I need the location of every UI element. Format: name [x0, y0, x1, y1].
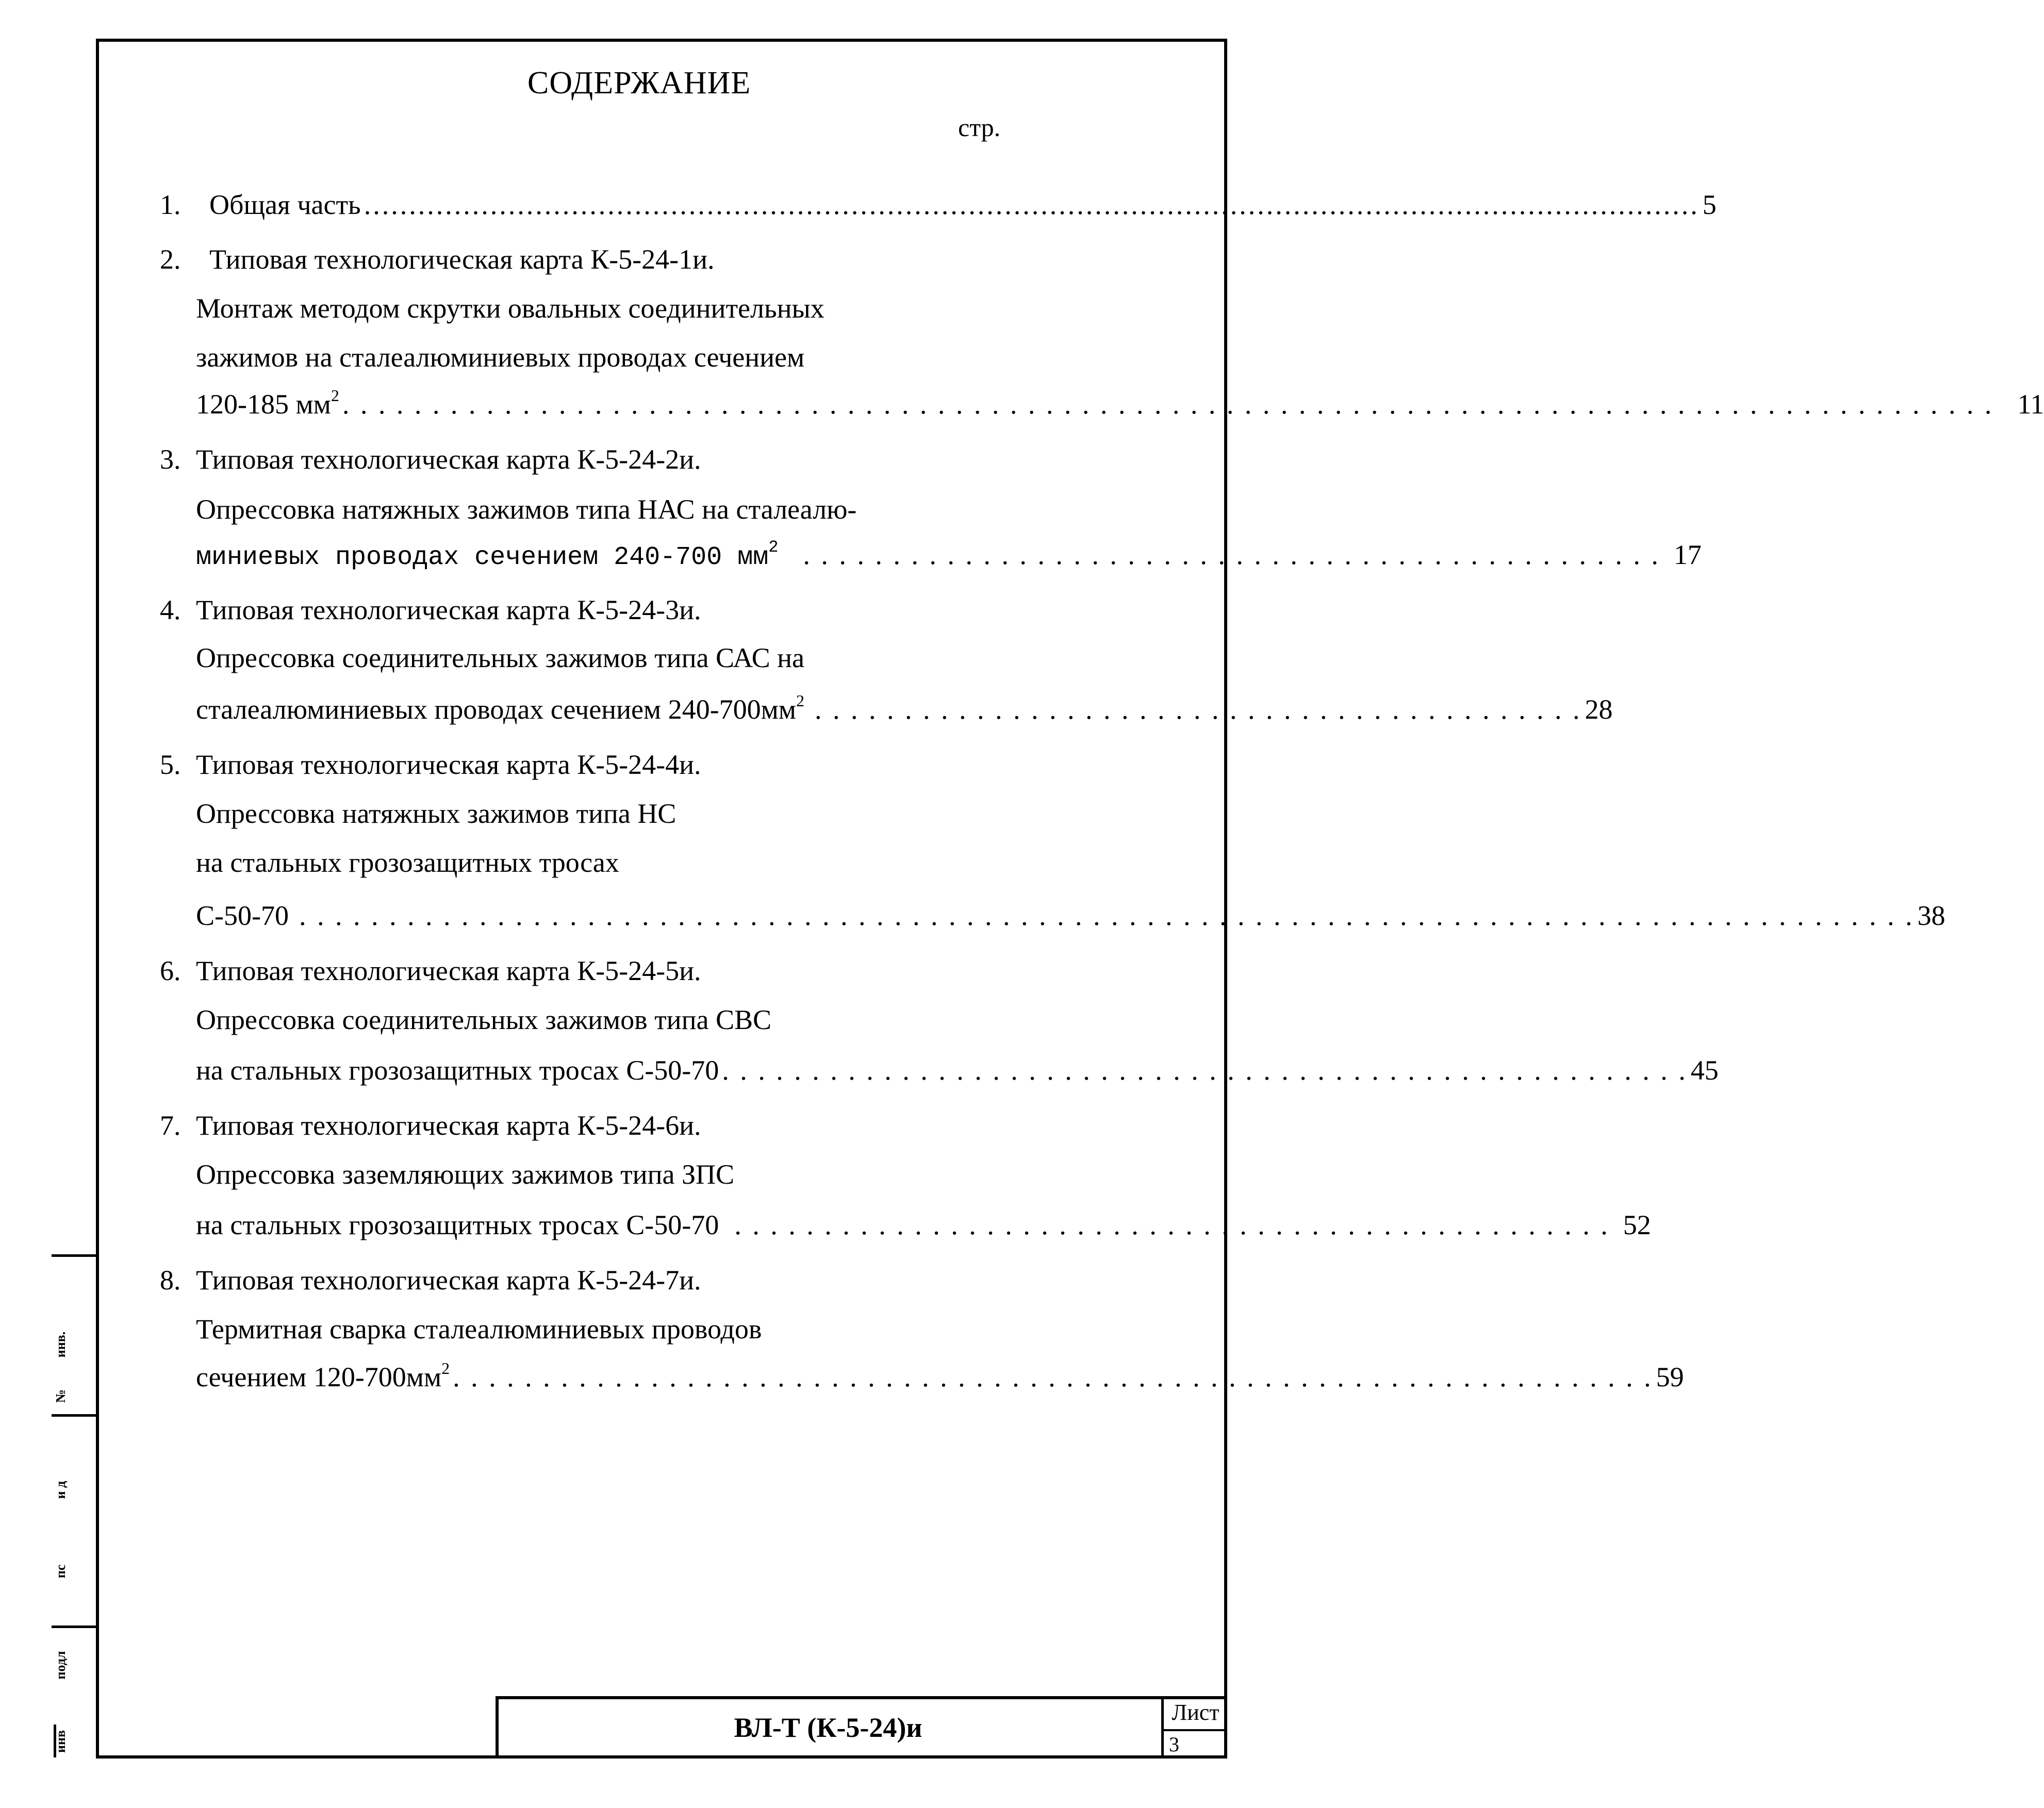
toc-item[interactable]	[196, 1359, 1684, 1395]
margin-label: подл	[53, 1651, 68, 1680]
toc-line: Термитная сварка сталеалюминиевых проводов	[196, 1314, 762, 1345]
superscript: 2	[331, 386, 339, 405]
margin-divider	[52, 1625, 99, 1628]
toc-number: 3.	[160, 444, 181, 475]
toc-item[interactable]	[196, 1052, 1719, 1088]
toc-number: 5.	[160, 749, 181, 780]
toc-line: Опрессовка заземляющих зажимов типа ЗПС	[196, 1159, 735, 1190]
toc-page: 11	[2017, 389, 2044, 420]
toc-line: Опрессовка натяжных зажимов типа НС	[196, 798, 677, 829]
toc-line: миниевых проводах сечением 240-700 мм	[196, 543, 769, 572]
toc-line[interactable]: Типовая технологическая карта К-5-24-3и.	[196, 594, 701, 625]
toc-number: 1.	[160, 189, 181, 220]
leader-dots: . . . . . . . . . . . . . . . . . . . . . . . . . . . . . . . . . . . . . . . . . . . . . . . .	[803, 539, 1660, 570]
toc-page: 52	[1623, 1209, 1651, 1240]
toc-number: 6.	[160, 955, 181, 986]
toc-number: 8.	[160, 1265, 181, 1296]
toc-item[interactable]	[196, 386, 2044, 422]
toc-line: Общая часть	[209, 189, 361, 220]
sheet-number: 3	[1164, 1729, 1227, 1759]
toc-page: 38	[1917, 900, 1946, 931]
sheet-label: Лист	[1172, 1700, 1219, 1725]
toc-page: 45	[1690, 1055, 1719, 1086]
toc-line: на стальных грозозащитных тросах С-50-70	[196, 1209, 719, 1240]
toc-line[interactable]: Типовая технологическая карта К-5-24-2и.	[196, 444, 701, 475]
superscript: 2	[796, 691, 804, 710]
margin-label: №	[53, 1389, 68, 1403]
sheet-box	[1161, 1696, 1227, 1759]
toc-line: зажимов на сталеалюминиевых проводах сечением	[196, 342, 805, 373]
toc-page: 28	[1585, 694, 1613, 725]
leader-dots: . . . . . . . . . . . . . . . . . . . . . . . . . . . . . . . . . . . . . . . . . . .	[814, 694, 1582, 725]
toc-line: на стальных грозозащитных тросах	[196, 847, 619, 878]
margin-label: инв.	[53, 1331, 68, 1358]
margin-divider	[52, 1414, 99, 1417]
toc-line[interactable]: Типовая технологическая карта К-5-24-6и.	[196, 1110, 701, 1141]
margin-label: пс	[53, 1564, 68, 1579]
toc-line: на стальных грозозащитных тросах С-50-70	[196, 1055, 719, 1086]
leader-dots: . . . . . . . . . . . . . . . . . . . . . . . . . . . . . . . . . . . . . . . . . . . . . . . . . . . . . . . . . . . . . . . . . . . . . . . . . . . . . . . . . . . . . . . . . . . .	[342, 389, 1994, 420]
margin-divider	[52, 1254, 99, 1257]
margin-divider	[96, 1254, 99, 1759]
toc-page: 59	[1656, 1362, 1684, 1392]
toc-number: 7.	[160, 1110, 181, 1141]
document-code: ВЛ-Т (К-5-24)и	[734, 1712, 922, 1743]
toc-line: Опрессовка соединительных зажимов типа СВС	[196, 1004, 771, 1035]
toc-line: Опрессовка соединительных зажимов типа САС на	[196, 642, 804, 673]
margin-strip	[52, 1254, 96, 1759]
toc-item[interactable]	[196, 691, 1613, 727]
toc-line[interactable]: Типовая технологическая карта К-5-24-1и.	[209, 244, 715, 275]
superscript: 2	[768, 538, 779, 557]
toc-line[interactable]: Типовая технологическая карта К-5-24-4и.	[196, 749, 701, 780]
toc-line: Опрессовка натяжных зажимов типа НАС на сталеалю-	[196, 494, 857, 525]
leader-dots: . . . . . . . . . . . . . . . . . . . . . . . . . . . . . . . . . . . . . . . . . . . . . . . . . . . . . . . . . . . . . . . . . . . . . . . . . . . . . . . . . . . . . . . . . .	[299, 900, 1915, 931]
leader-dots: . . . . . . . . . . . . . . . . . . . . . . . . . . . . . . . . . . . . . . . . . . . . . . . . . . . . . . . . . . . . . . . . . . .	[453, 1362, 1653, 1392]
toc-page: 5	[1702, 189, 1717, 220]
toc-line: сталеалюминиевых проводах сечением 240-700мм	[196, 694, 796, 725]
page-column-label: стр.	[958, 113, 1001, 142]
toc-number: 4.	[160, 594, 181, 625]
superscript: 2	[441, 1359, 450, 1378]
leader-dots: . . . . . . . . . . . . . . . . . . . . . . . . . . . . . . . . . . . . . . . . . . . . . . . . .	[734, 1209, 1610, 1240]
leader-dots: . . . . . . . . . . . . . . . . . . . . . . . . . . . . . . . . . . . . . . . . . . . . . . . . . . . . . .	[722, 1055, 1688, 1086]
toc-item[interactable]	[209, 187, 1717, 223]
toc-item[interactable]	[196, 537, 1702, 573]
toc-line[interactable]: Типовая технологическая карта К-5-24-7и.	[196, 1265, 701, 1296]
toc-item[interactable]	[196, 898, 1946, 934]
toc-page: 17	[1673, 539, 1702, 570]
toc-line[interactable]: Типовая технологическая карта К-5-24-5и.	[196, 955, 701, 986]
margin-label: и д	[53, 1481, 68, 1499]
toc-line: 120-185 мм	[196, 389, 331, 420]
toc-line: С-50-70	[196, 900, 289, 931]
toc-number: 2.	[160, 244, 181, 275]
toc-line: Монтаж методом скрутки овальных соединительных	[196, 293, 825, 324]
toc-line: сечением 120-700мм	[196, 1362, 442, 1392]
page-title: СОДЕРЖАНИЕ	[527, 65, 751, 101]
margin-label: инв	[53, 1730, 68, 1753]
leader-dots: ....................................................................................................................................................	[364, 189, 1700, 220]
toc-item[interactable]	[196, 1207, 1651, 1243]
